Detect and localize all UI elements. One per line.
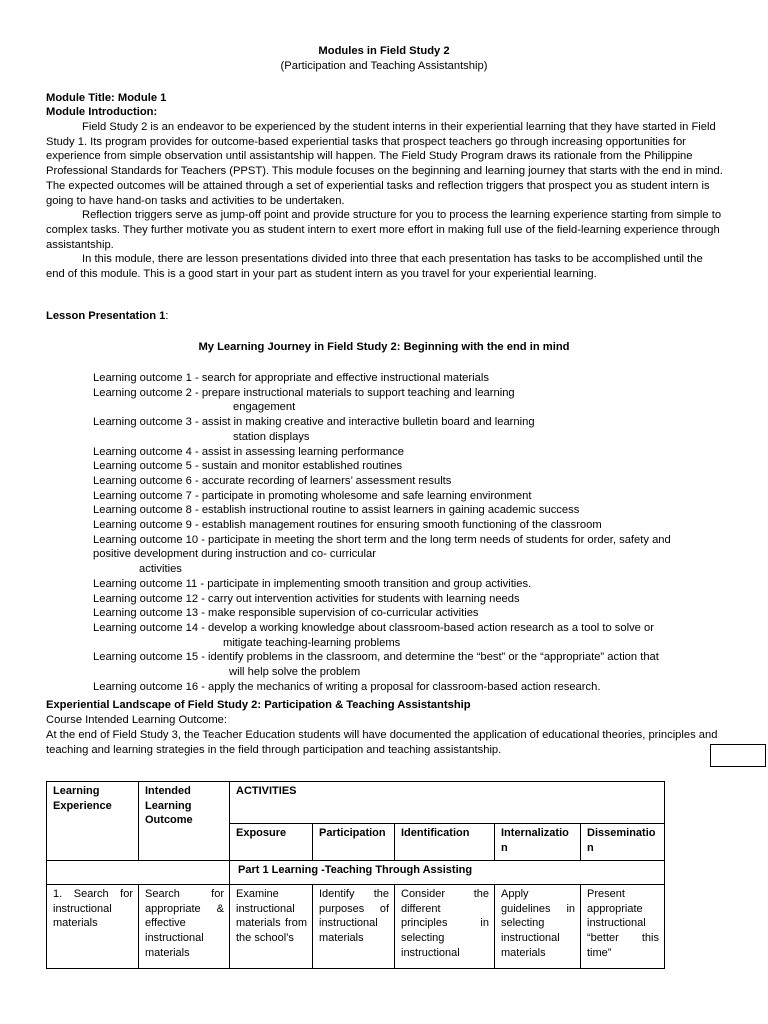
row1-identification: Consider the different principles in selecting instructional: [395, 885, 495, 969]
list-item: [93, 503, 733, 518]
list-item: [93, 650, 733, 679]
outcome-text: Learning outcome 13 - make responsible supervision of co-curricular activities: [93, 607, 479, 620]
header-learning-experience: Learning Experience: [47, 782, 139, 861]
list-item: [93, 547, 733, 576]
row1-outcome: Search for appropriate & effective instructional materials: [139, 885, 230, 969]
outcome-continuation: mitigate teaching-learning problems: [223, 636, 401, 649]
part-label: Part 1 Learning -Teaching Through Assisting: [230, 861, 665, 885]
list-item: [93, 371, 733, 386]
list-item: [93, 386, 733, 415]
header-intended-outcome: Intended Learning Outcome: [139, 782, 230, 861]
row1-exposure: Examine instructional materials from the school’s: [230, 885, 313, 969]
outcome-text: Learning outcome 10 - participate in meeting the short term and the long term needs of students for order, safety and: [93, 533, 671, 546]
empty-box: [710, 744, 766, 767]
outcome-continuation: engagement: [233, 401, 296, 414]
row1-experience: 1. Search for instructional materials: [47, 885, 139, 969]
list-item: [93, 680, 733, 695]
outcome-continuation: activities: [139, 563, 182, 576]
row1-internalization: Apply guidelines in selecting instructional materials: [495, 885, 581, 969]
subheader-exposure: Exposure: [230, 824, 313, 861]
document-subtitle: (Participation and Teaching Assistantship): [280, 60, 488, 72]
outcome-continuation: station displays: [233, 430, 310, 443]
list-item: [93, 621, 733, 650]
list-item: [93, 533, 733, 548]
lesson-label-colon: :: [165, 310, 169, 322]
list-item: [93, 459, 733, 474]
subheader-internalization: Internalization: [495, 824, 581, 861]
table-row: [47, 885, 665, 969]
outcome-text: Learning outcome 15 - identify problems in the classroom, and determine the “best” or the “appropriate” action that: [93, 651, 659, 664]
list-item: [93, 518, 733, 533]
outcome-text: Learning outcome 8 - establish instructional routine to assist learners in gaining academic success: [93, 504, 580, 517]
part-blank-cell: [47, 861, 139, 885]
intro-paragraph: Field Study 2 is an endeavor to be experienced by the student interns in their experiential learning that they have started in Field Study 1. Its program provides for outcome-based experiential tasks that prospect teachers go through increasing opportunities for experience from simple observation until assistantship will happen. The Field Study Program draws its rationale from the Philippine Professional Standards for Teachers (PPST). This module focuses on the beginning and learning journey that starts with the end in mind. The expected outcomes will be attained through a set of experiential tasks and reflection triggers that prospect you as student intern is going to have hand-on tasks and activities to be undertaken.: [46, 121, 723, 207]
row1-dissemination: Present appropriate instructional “better this time”: [581, 885, 665, 969]
module-intro-heading: Module Introduction:: [46, 106, 158, 118]
outcome-text: Learning outcome 14 - develop a working knowledge about classroom-based action research as a tool to solve or: [93, 621, 654, 634]
outcome-text: Learning outcome 11 - participate in implementing smooth transition and group activities.: [93, 577, 532, 590]
learning-outcomes-list: [93, 371, 733, 694]
outcome-text: Learning outcome 12 - carry out intervention activities for students with learning needs: [93, 592, 520, 605]
landscape-heading: Experiential Landscape of Field Study 2: Participation & Teaching Assistantship: [46, 699, 471, 711]
lesson-label-row: [46, 309, 168, 324]
lesson-label: Lesson Presentation 1: [46, 310, 166, 322]
list-item: [93, 445, 733, 460]
cilo-text: At the end of Field Study 3, the Teacher Education students will have documented the application of educational theories, principles and teaching and learning strategies in the field through participation and teaching assistantship.: [46, 729, 718, 756]
outcome-text: Learning outcome 9 - establish management routines for ensuring smooth functioning of the classroom: [93, 519, 602, 532]
outcome-text: Learning outcome 2 - prepare instructional materials to support teaching and learning: [93, 386, 515, 399]
document-title: Modules in Field Study 2: [318, 45, 450, 57]
outcome-text: Learning outcome 5 - sustain and monitor established routines: [93, 460, 403, 473]
outcome-continuation: will help solve the problem: [229, 666, 361, 679]
activities-table: [46, 781, 665, 969]
list-item: [93, 489, 733, 504]
outcome-text: Learning outcome 4 - assist in assessing learning performance: [93, 445, 404, 458]
part-blank-cell: [139, 861, 230, 885]
subheader-identification: Identification: [395, 824, 495, 861]
list-item: [93, 474, 733, 489]
table-part-row: [47, 861, 665, 885]
cilo-label: Course Intended Learning Outcome:: [46, 714, 227, 726]
list-item: [93, 577, 733, 592]
intro-paragraph: Reflection triggers serve as jump-off point and provide structure for you to process the learning experience starting from simple to complex tasks. They further motivate you as student intern to exert more effort in making full use of the field-learning experience through assistantship.: [46, 209, 722, 251]
outcome-text: Learning outcome 1 - search for appropriate and effective instructional materials: [93, 372, 489, 384]
outcome-text: Learning outcome 6 - accurate recording of learners’ assessment results: [93, 474, 452, 487]
module-intro-body: [46, 120, 724, 282]
list-item: [93, 592, 733, 607]
table-header-row: [47, 782, 665, 824]
subheader-dissemination: Dissemination: [581, 824, 665, 861]
outcome-text: positive development during instruction and co- curricular: [93, 548, 376, 561]
header-activities: ACTIVITIES: [230, 782, 665, 824]
outcome-text: Learning outcome 7 - participate in promoting wholesome and safe learning environment: [93, 489, 532, 502]
module-title: Module Title: Module 1: [46, 92, 167, 104]
list-item: [93, 415, 733, 444]
intro-paragraph: In this module, there are lesson presentations divided into three that each presentation has tasks to be accomplished until the end of this module. This is a good start in your part as student intern as you travel for your experiential learning.: [46, 253, 703, 281]
list-item: [93, 606, 733, 621]
lesson-heading: My Learning Journey in Field Study 2: Beginning with the end in mind: [198, 341, 570, 353]
outcome-text: Learning outcome 16 - apply the mechanics of writing a proposal for classroom-based action research.: [93, 680, 601, 693]
outcome-text: Learning outcome 3 - assist in making creative and interactive bulletin board and learning: [93, 416, 535, 429]
row1-participation: Identify the purposes of instructional materials: [313, 885, 395, 969]
subheader-participation: Participation: [313, 824, 395, 861]
